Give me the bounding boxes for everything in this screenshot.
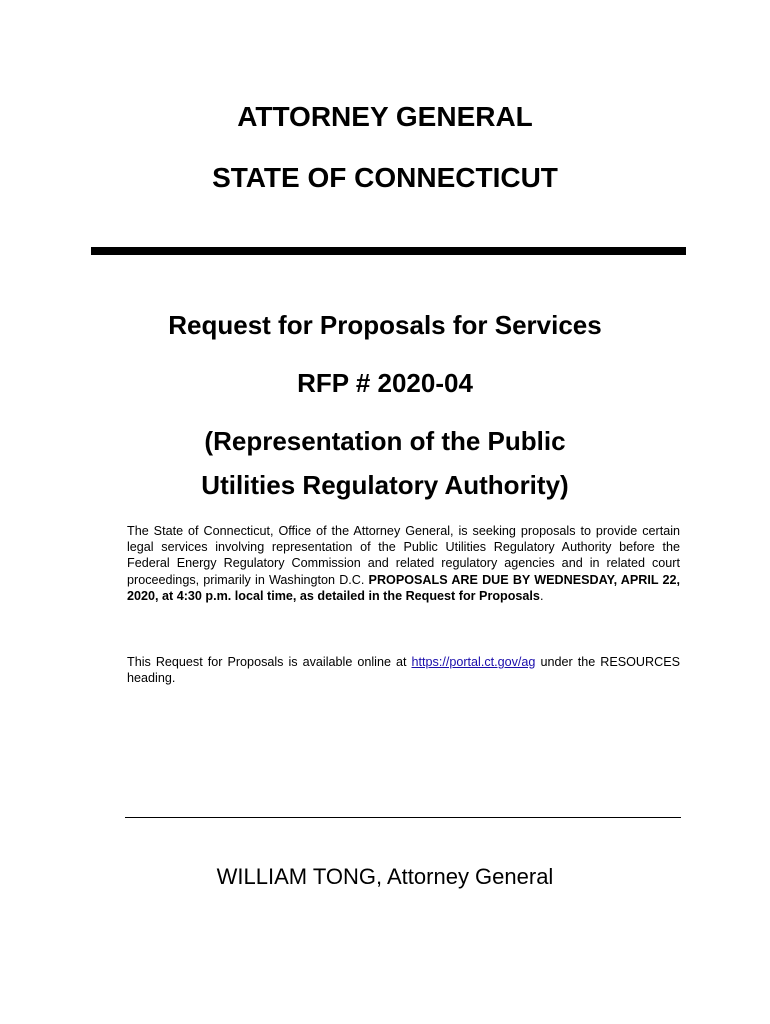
intro-text: The State of Connecticut, Office of the Attorney General, is seeking proposals to provide certain legal services involving representation of the Public Utilities Regulatory Authority before the Federal Energy Regulatory Commission and related regulatory agencies and in related court proceedings, primarily in Washington D.C.	[127, 524, 680, 587]
availability-end-text: under the RESOURCES heading.	[127, 655, 680, 686]
office-title-line2: STATE OF CONNECTICUT	[212, 162, 558, 193]
availability-text: This Request for Proposals is available online at	[127, 655, 412, 669]
signature-line: WILLIAM TONG, Attorney General	[216, 864, 554, 889]
header-divider	[91, 247, 686, 255]
rfp-number: RFP # 2020-04	[297, 368, 473, 398]
intro-paragraph	[127, 523, 680, 604]
signature-divider	[125, 817, 681, 818]
rfp-subtitle-line1: (Representation of the Public	[204, 426, 566, 456]
availability-paragraph	[127, 654, 680, 686]
rfp-title: Request for Proposals for Services	[168, 310, 602, 340]
office-title-line1: ATTORNEY GENERAL	[237, 101, 533, 132]
intro-period: .	[539, 588, 544, 603]
portal-link[interactable]: https://portal.ct.gov/ag	[411, 655, 536, 669]
rfp-subtitle-line2: Utilities Regulatory Authority)	[201, 470, 569, 500]
due-date-text: PROPOSALS ARE DUE BY WEDNESDAY, APRIL 22, 2020, at 4:30 p.m. local time, as detailed in the Request for Proposals	[127, 572, 680, 603]
